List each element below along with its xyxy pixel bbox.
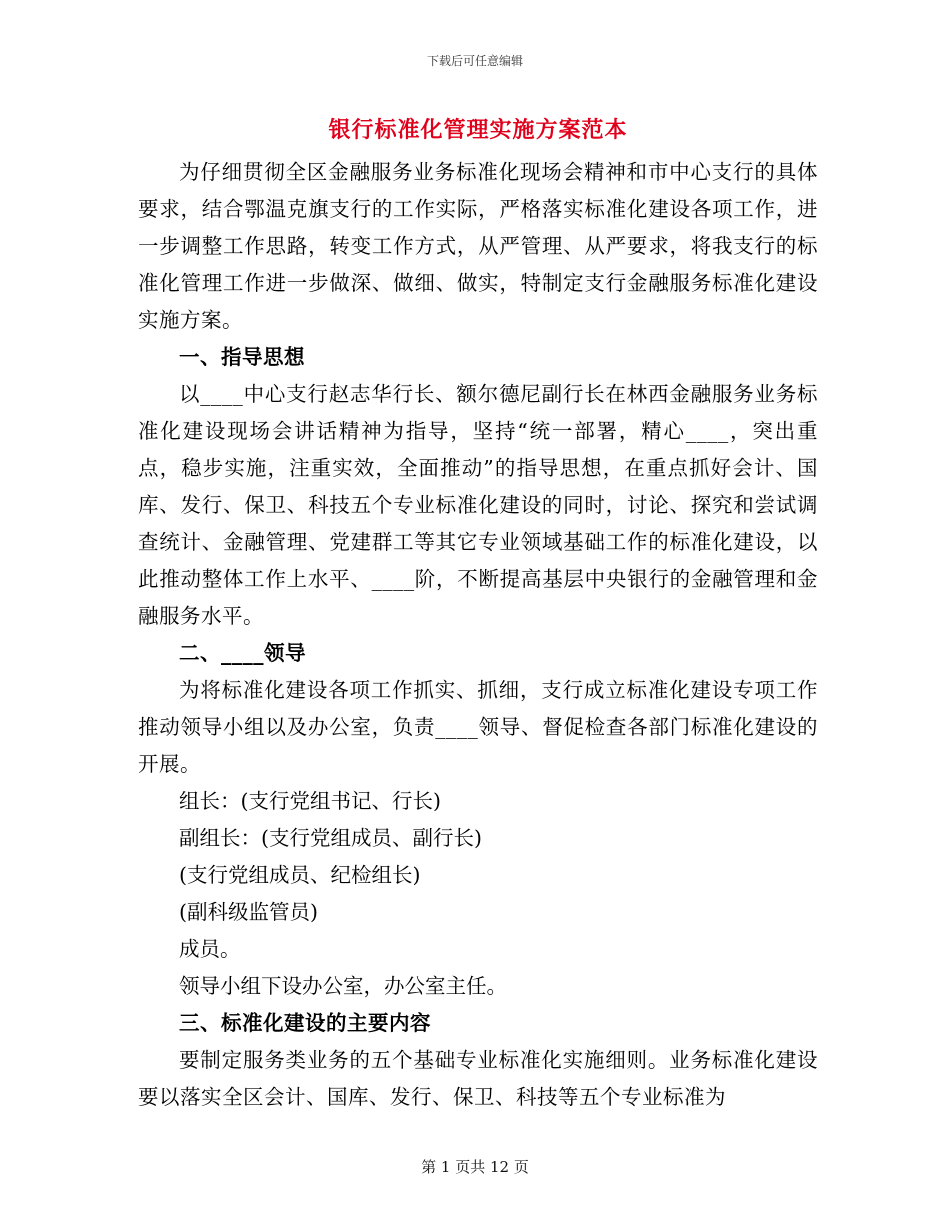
leader-line: 组长：(支行党组书记、行长) [179,789,441,813]
page-footer: 第 1 页共 12 页 [421,1158,529,1176]
section1-heading: 一、指导思想 [179,345,305,369]
document-body [138,108,818,1116]
page-header: 下载后可任意编辑 [426,54,523,68]
supervisor-line: (副科级监管员) [179,900,318,924]
section1-paragraph: 以____中心支行赵志华行长、额尔德尼副行长在林西金融服务业务标准化建设现场会讲话精神为指导，坚持“统一部署，精心____，突出重点，稳步实施，注重实效，全面推动”的指导思想，在重点抓好会计、国库、发行、保卫、科技五个专业标准化建设的同时，讨论、探究和尝试调查统计、金融管理、党建群工等其它专业领域基础工作的标准化建设，以此推动整体工作上水平、____阶，不断提高基层中央银行的金融管理和金融服务水平。 [138,382,818,628]
section3-paragraph: 要制定服务类业务的五个基础专业标准化实施细则。业务标准化建设要以落实全区会计、国库、发行、保卫、科技等五个专业标准为 [138,1048,818,1109]
section2-heading: 二、____领导 [179,641,306,665]
deputy-member-line: (支行党组成员、纪检组长) [179,863,421,887]
section3-heading: 三、标准化建设的主要内容 [179,1011,431,1035]
office-line: 领导小组下设办公室，办公室主任。 [179,974,507,998]
intro-paragraph: 为仔细贯彻全区金融服务业务标准化现场会精神和市中心支行的具体要求，结合鄂温克旗支行的工作实际，严格落实标准化建设各项工作，进一步调整工作思路，转变工作方式，从严管理、从严要求，将我支行的标准化管理工作进一步做深、做细、做实，特制定支行金融服务标准化建设实施方案。 [138,160,818,332]
members-line: 成员。 [179,937,241,961]
section2-paragraph: 为将标准化建设各项工作抓实、抓细，支行成立标准化建设专项工作推动领导小组以及办公室，负责____领导、督促检查各部门标准化建设的开展。 [138,678,818,776]
deputy-leader-line: 副组长：(支行党组成员、副行长) [179,826,482,850]
document-title: 银行标准化管理实施方案范本 [328,117,628,143]
